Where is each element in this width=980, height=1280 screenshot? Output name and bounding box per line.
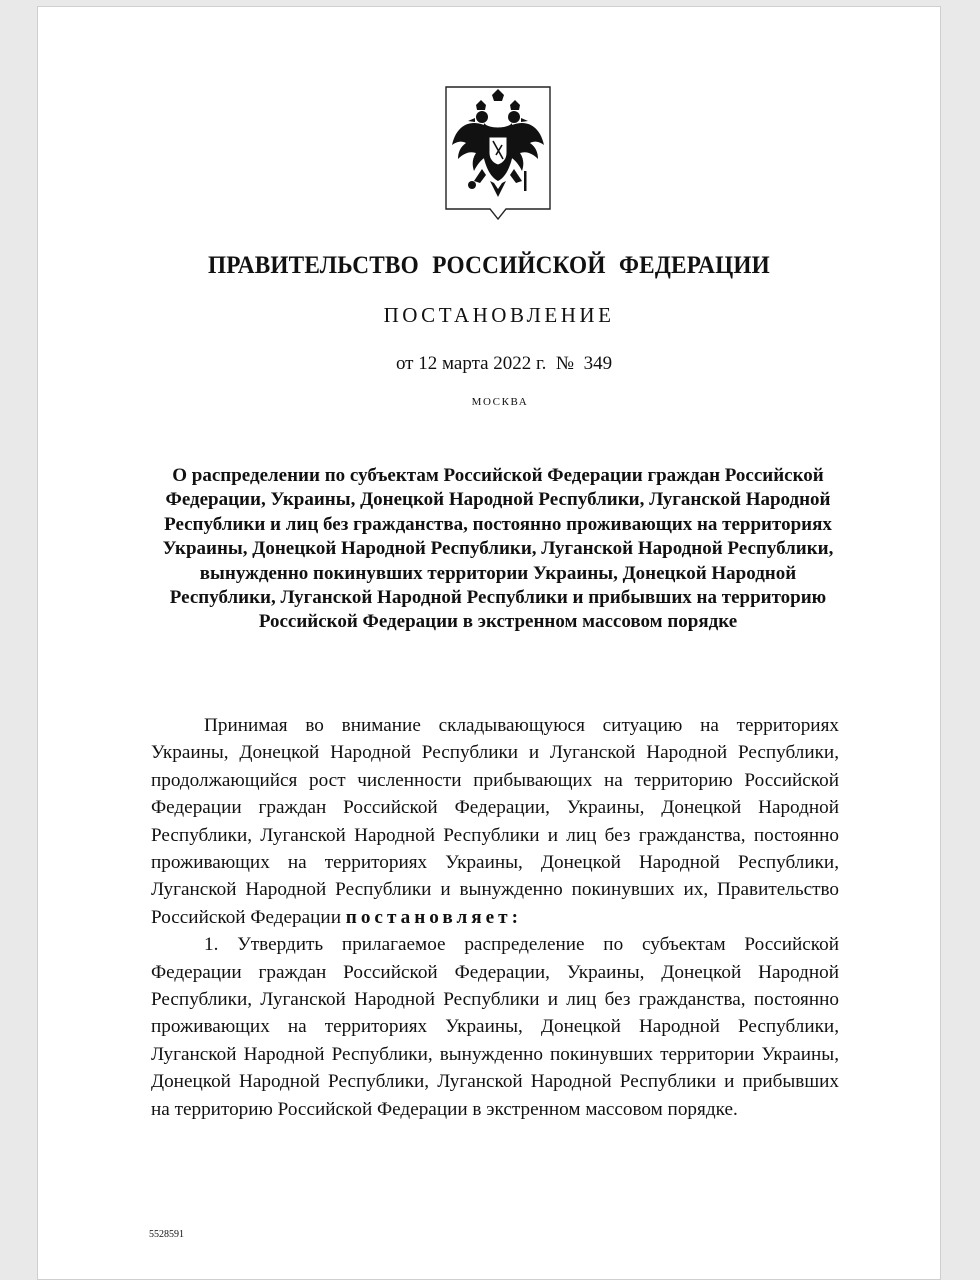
document-number: 5528591 — [149, 1229, 184, 1240]
preamble-paragraph — [151, 712, 839, 931]
document-body — [151, 712, 839, 1123]
item-1-paragraph: 1. Утвердить прилагаемое распределение по субъектам Российской Федерации граждан Российской Федерации, Украины, Донецкой Народной Республики, Луганской Народной Республики и лиц без гражданства, постоянно проживающих на территориях Украины, Донецкой Народной Республики, Луганской Народной Республики, вынужденно покинувших территории Украины, Донецкой Народной Республики, Луганской Народной Республики и прибывших на территорию Российской Федерации в экстренном массовом порядке. — [151, 934, 839, 1120]
decree-word: постановляет: — [345, 906, 522, 928]
preamble-text: Принимая во внимание складывающуюся ситуацию на территориях Украины, Донецкой Народной Республики и Луганской Народной Республики, продолжающийся рост численности прибывающих на территорию Российской Федерации граждан Российской Федерации, Украины, Донецкой Народной Республики, Луганской Народной Республики и лиц без гражданства, постоянно проживающих на территориях Украины, Донецкой Народной Республики, Луганской Народной Республики и вынужденно покинувших их, Правительство Российской Федерации — [151, 715, 839, 928]
document-type: ПОСТАНОВЛЕНИЕ — [383, 303, 615, 327]
government-title: ПРАВИТЕЛЬСТВО РОССИЙСКОЙ ФЕДЕРАЦИИ — [208, 252, 770, 279]
document-date-number: от 12 марта 2022 г. № 349 — [395, 353, 613, 374]
document-subject: О распределении по субъектам Российской Федерации граждан Российской Федерации, Украины, Донецкой Народной Республики, Луганской Народной Республики и лиц без гражданства, постоянно проживающих на территориях Украины, Донецкой Народной Республики, Луганской Народной Республики, вынужденно покинувших территории Украины, Донецкой Народной Республики, Луганской Народной Республики и прибывших на территорию Российской Федерации в экстренном массовом порядке — [162, 465, 834, 633]
coat-of-arms-icon — [444, 85, 552, 221]
document-page — [37, 6, 941, 1280]
document-city: МОСКВА — [471, 396, 529, 408]
